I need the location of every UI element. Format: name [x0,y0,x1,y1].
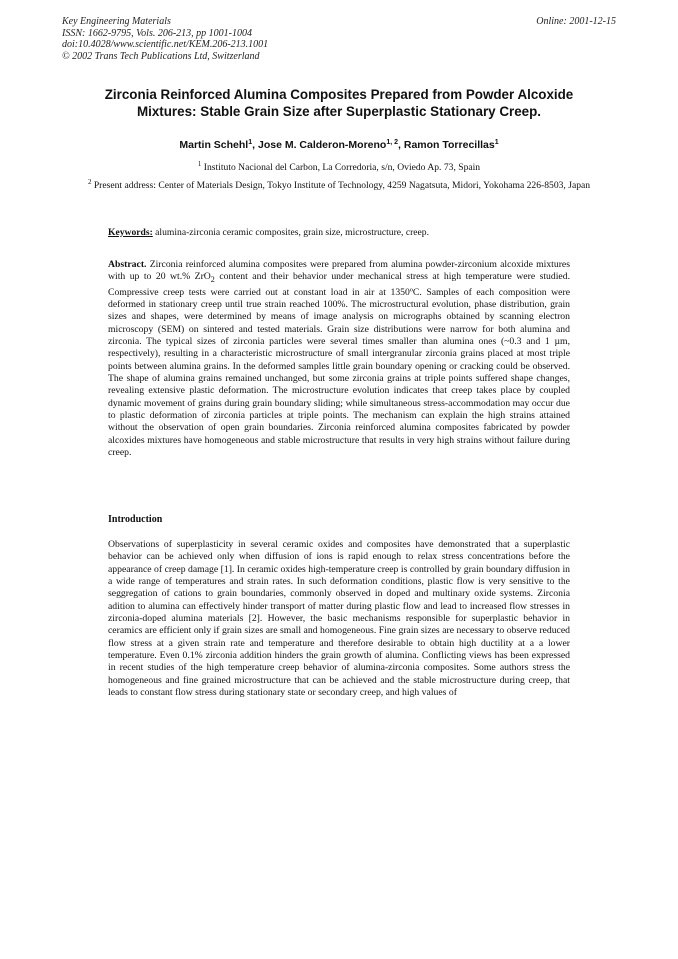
doi-line: doi:10.4028/www.scientific.net/KEM.206-213.1001 [62,39,269,50]
paper-title: Zirconia Reinforced Alumina Composites Prepared from Powder Alcoxide Mixtures: Stable Grain Size after Superplastic Stationary Creep. [104,87,574,119]
author-affiliation-mark: 1, 2 [386,139,399,146]
affiliation-mark: 2 [87,178,92,186]
abstract-label: Abstract. [108,259,147,270]
author-affiliation-mark: 1 [494,139,499,146]
formula-subscript: 2 [210,275,215,285]
author-affiliation-mark: 1 [248,139,253,146]
journal-name: Key Engineering Materials [62,16,171,27]
copyright-line: © 2002 Trans Tech Publications Ltd, Switzerland [62,50,260,62]
abstract-paragraph [108,259,570,459]
author-name: Ramon Torrecillas [403,139,495,151]
issn-line: ISSN: 1662-9795, Vols. 206-213, pp 1001-1004 [62,27,252,39]
affiliation-mark: 1 [197,160,202,168]
online-date: Online: 2001-12-15 [536,16,616,27]
journal-metadata [62,16,268,62]
introduction-paragraph: Observations of superplasticity in several ceramic oxides and composites have demonstrated that a superplastic behavior can be achieved only when diffusion of ions is rapid enough to relax stress concentrations before the appearance of creep damage [1]. In ceramic oxides high-temperature creep is controlled by grain boundary diffusion in a wide range of temperatures and strain rates. In such deformation conditions, plastic flow is very sensitive to the seggregation of cations to grain boundaries, commonly observed in doped and multinary oxide systems. Zirconia adition to alumina can effectively hinder transport of matter during plastic flow and lead to increased flow stresses in zirconia-doped alumina materials [2]. However, the basic mechanisms responsible for superplastic behavior in ceramics are efficient only if grain sizes are small and homogeneous. Fine grain sizes are necessary to observe reduced flow stress at a given strain rate and temperature and therefore desirable to obtain high ductility at a a lower temperature. Even 0.1% zirconia addition hinders the grain growth of alumina. Conflicting views has been expressed in recent studies of the high temperature creep behavior of alumina-zirconia composites. Some authors stress the homogeneous and fine grained microstructure that can be achieved and the stable microstructure during creep, that leads to constant flow stress during stationary state or secondary creep, and high values of [108,539,570,699]
abstract-text-part2: content and their behavior under mechanical stress at high temperature were studied. Compressive creep tests were carried out at constant load in air at 1350ºC. Samples of each composition were deformed in stationary creep until true strain reached 100%. The microstructural evolution, phase distribution, grain sizes and shapes, were determined by means of image analysis on micrographs obtained by scanning electron microscopy (SEM) on sintered and tested materials. Grain size distributions were narrow for both alumina and zirconia. The typical sizes of zirconia particles were several times smaller than alumina ones (~0.3 and 1 µm, respectively), resulting in a characteristic microstructure of small intergranular zirconia grains placed at most triple points between alumina grains. In the deformed samples little grain boundary opening or cracking could be observed. The shape of alumina grains remained unchanged, but some zirconia grains at triple points suffered shape changes, revealing extensive plastic deformation. The microstructure evolution indicates that creep takes place by coupled dynamic movement of grains during grain boundary sliding; while simultaneous stress-accommodation may occur due to plastic deformation of zirconia particles at triple points. The mechanism can explain the high strains attained without the observation of open grain boundaries. Zirconia reinforced alumina composites fabricated by powder alcoxides mixtures have homogeneous and stable microstructure that results in very high strains without failure during creep. [108,271,570,459]
affiliation-text: Instituto Nacional del Carbon, La Corredoria, s/n, Oviedo Ap. 73, Spain [203,162,481,173]
keywords-label: Keywords: [108,227,153,238]
introduction-heading: Introduction [108,514,163,525]
affiliation-1 [80,162,598,175]
author-name: Martin Schehl [179,139,249,151]
abstract-text-part1: Zirconia reinforced alumina composites were prepared from alumina powder-zirconium alcoxide mixtures with up to 20 wt.% ZrO [108,259,571,283]
keywords [108,227,570,239]
author-list: Martin Schehl$^1$, Jose M. Calderon-Moreno$^{1, 2}$, Ramon Torrecillas$^1$ [179,139,499,151]
keywords-text: alumina-zirconia ceramic composites, grain size, microstructure, creep. [155,227,430,238]
author-name: Jose M. Calderon-Moreno [257,139,387,151]
affiliation-2 [80,180,598,193]
affiliation-text: Present address: Center of Materials Design, Tokyo Institute of Technology, 4259 Nagatsuta, Midori, Yokohama 226-8503, Japan [93,180,591,191]
